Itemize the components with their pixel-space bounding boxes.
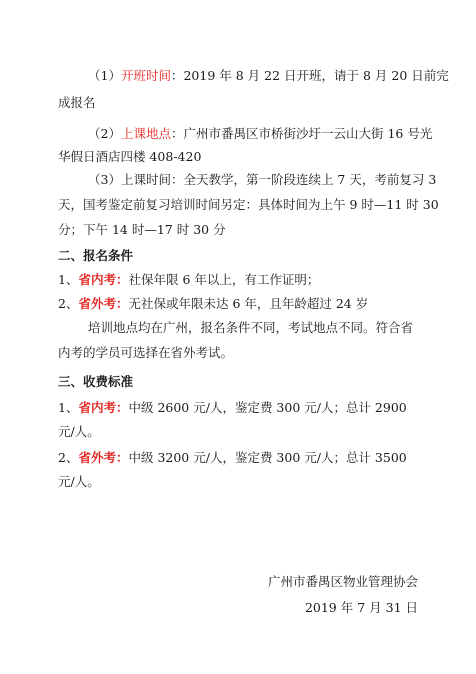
section2-row2-text: 无社保或年限未达 6 年，且年龄超过 24 岁	[128, 296, 369, 311]
section3-row2	[58, 450, 407, 466]
item1-line2: 成报名	[58, 95, 96, 110]
section3-row1-text: 中级 2600 元/人，鉴定费 300 元/人；总计 2900	[128, 400, 407, 415]
section2-row1	[58, 272, 319, 288]
footer-org: 广州市番禺区物业管理协会	[267, 574, 418, 589]
item2-label: 上课地点	[120, 126, 171, 141]
section2-row1-num: 1、	[58, 272, 79, 287]
item3-line2: 天，国考鉴定前复习培训时间另定：具体时间为上午 9 时—11 时 30	[58, 197, 439, 212]
section3-row2-label: 省外考：	[78, 450, 129, 465]
footer-date: 2019 年 7 月 31 日	[304, 600, 418, 615]
section3-row1-cont: 元/人。	[58, 424, 100, 439]
section3-row1-num: 1、	[58, 400, 79, 415]
item2-line1	[88, 126, 432, 142]
section2-row1-text: 社保年限 6 年以上，有工作证明；	[128, 272, 320, 287]
section3-row2-num: 2、	[58, 450, 79, 465]
item1-line1	[88, 68, 449, 84]
item3-line3: 分；下午 14 时—17 时 30 分	[58, 222, 226, 237]
item3-line1: （3）上课时间：全天教学，第一阶段连续上 7 天，考前复习 3	[88, 172, 437, 187]
item1-prefix: （1）	[88, 68, 121, 83]
section3-row1-label: 省内考：	[78, 400, 129, 415]
section3-heading: 三、收费标准	[58, 374, 134, 389]
section2-note-line2: 内考的学员可选择在省外考试。	[58, 345, 234, 360]
section2-row1-label: 省内考：	[78, 272, 129, 287]
item1-text1: ：2019 年 8 月 22 日开班，请于 8 月 20 日前完	[170, 68, 449, 83]
item2-text1: ：广州市番禺区市桥街沙圩一云山大街 16 号光	[170, 126, 433, 141]
section3-row1	[58, 400, 407, 416]
section3-row2-cont: 元/人。	[58, 474, 100, 489]
item2-line2: 华假日酒店四楼 408-420	[58, 149, 202, 164]
item1-label: 开班时间	[120, 68, 171, 83]
section2-heading: 二、报名条件	[58, 248, 134, 263]
section2-note-line1: 培训地点均在广州，报名条件不同，考试地点不同。符合省	[88, 320, 414, 335]
section2-row2-label: 省外考：	[78, 296, 129, 311]
section2-row2-num: 2、	[58, 296, 79, 311]
item2-prefix: （2）	[88, 126, 121, 141]
section2-row2	[58, 296, 368, 312]
section3-row2-text: 中级 3200 元/人，鉴定费 300 元/人；总计 3500	[128, 450, 407, 465]
